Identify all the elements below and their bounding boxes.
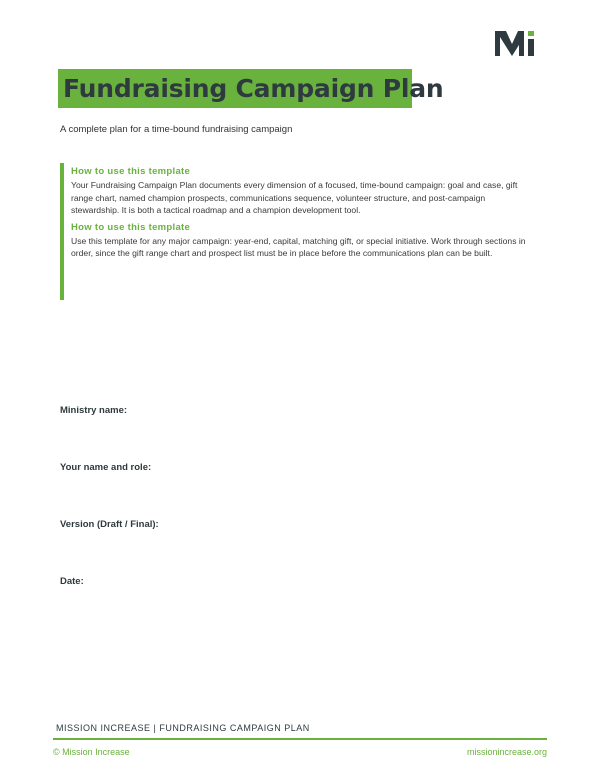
mi-logo-icon [495, 31, 537, 56]
footer-title: MISSION INCREASE | FUNDRAISING CAMPAIGN PLAN [56, 723, 310, 733]
footer-divider [53, 738, 547, 740]
howto-heading: How to use this template [71, 221, 191, 233]
footer-website: missionincrease.org [466, 747, 547, 757]
page-subtitle: A complete plan for a time-bound fundraising campaign [60, 124, 293, 135]
howto-section [71, 222, 530, 260]
your-name-role-label: Your name and role: [60, 462, 152, 473]
howto-callout [60, 163, 530, 300]
date-label: Date: [60, 576, 84, 587]
ministry-name-label: Ministry name: [60, 405, 128, 416]
version-label: Version (Draft / Final): [60, 519, 159, 530]
howto-section [71, 166, 530, 217]
howto-heading: How to use this template [71, 166, 191, 177]
title-banner [58, 69, 444, 108]
howto-body: Your Fundraising Campaign Plan documents every dimension of a focused, time-bound campaign: goal and case, gift range chart, named champion prospects, communications sequence, volunteer structure, and post-campaign stewardship. It is both a tactical roadmap and a champion development tool. [71, 180, 518, 216]
footer-copyright: © Mission Increase [53, 747, 130, 757]
howto-body: Use this template for any major campaign: year-end, capital, matching gift, or special initiative. Work through sections in order, since the gift range chart and prospect list must be in place before the communications plan can be built. [71, 235, 526, 259]
page-title: Fundraising Campaign Plan [63, 74, 444, 103]
